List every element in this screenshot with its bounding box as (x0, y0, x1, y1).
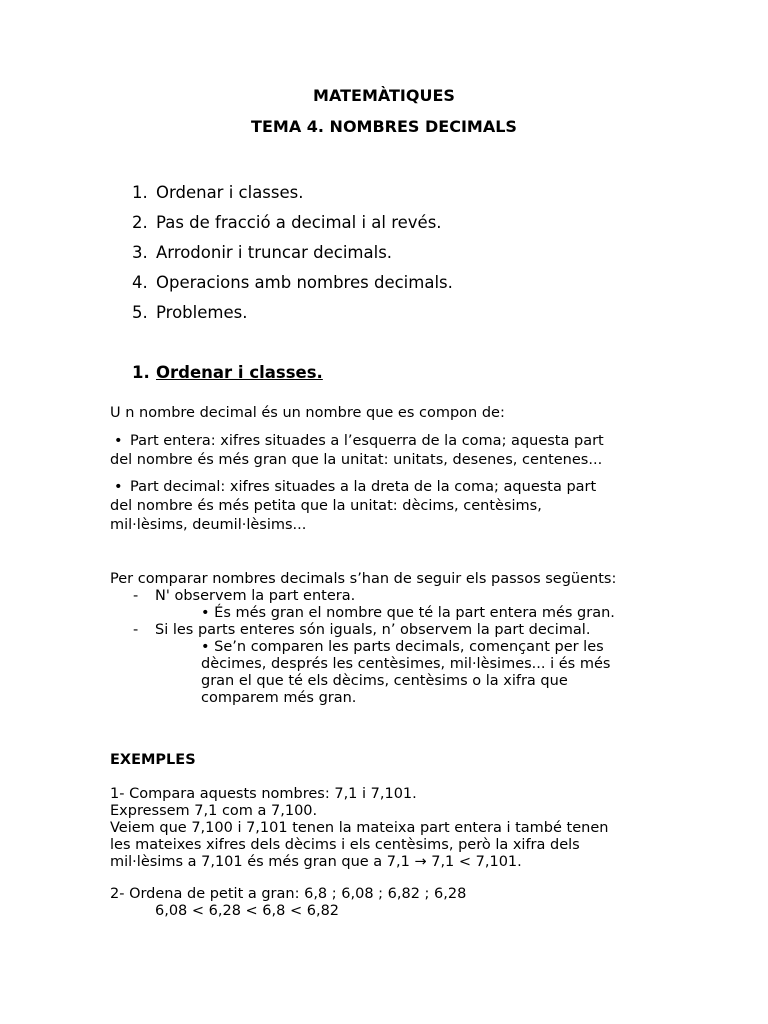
bullet-item: • Part entera: xifres situades a l’esquerra de la coma; aquesta part del nombre és més gran que la unitat: unitats, desenes, centenes... (110, 433, 604, 468)
sub-bullet: • És més gran el nombre que té la part entera més gran. (201, 605, 615, 621)
examples-heading: EXEMPLES (110, 752, 196, 768)
topic-title: TEMA 4. NOMBRES DECIMALS (251, 117, 517, 136)
bullet-item: • Part decimal: xifres situades a la dreta de la coma; aquesta part del nombre és més petita que la unitat: dècims, centèsims, mil·lèsims, deumil·lèsims... (110, 479, 597, 533)
compare-intro: Per comparar nombres decimals s’han de seguir els passos següents: (110, 571, 617, 587)
toc-item: 4. Operacions amb nombres decimals. (132, 273, 453, 292)
step-item: - Si les parts enteres són iguals, n’ observem la part decimal. (133, 622, 591, 638)
step-item: - N' observem la part entera. (133, 588, 356, 604)
table-of-contents (132, 178, 453, 328)
example-2: 2- Ordena de petit a gran: 6,8 ; 6,08 ; 6,82 ; 6,28 6,08 < 6,28 < 6,8 < 6,82 (110, 886, 467, 919)
example-1: 1- Compara aquests nombres: 7,1 i 7,101. Expressem 7,1 com a 7,100. Veiem que 7,100 i 7,101 tenen la mateixa part entera i també tenen les mateixes xifres dels dècims i els centèsims, però la xifra dels mil·lèsims a 7,101 és més gran que a 7,1 → 7,1 < 7,101. (110, 786, 609, 870)
section-heading: 1. Ordenar i classes. (132, 363, 323, 382)
toc-item: 2. Pas de fracció a decimal i al revés. (132, 213, 442, 232)
intro-paragraph: U n nombre decimal és un nombre que es compon de: (110, 405, 505, 421)
sub-bullet: • Se’n comparen les parts decimals, començant per les dècimes, després les centèsimes, mil·lèsimes... i és més gran el que té els dècims, centèsims o la xifra que comparem més gran. (201, 639, 611, 706)
toc-item: 1. Ordenar i classes. (132, 183, 304, 202)
toc-item: 3. Arrodonir i truncar decimals. (132, 243, 393, 262)
toc-item: 5. Problemes. (132, 303, 248, 322)
subject-title: MATEMÀTIQUES (313, 86, 455, 105)
